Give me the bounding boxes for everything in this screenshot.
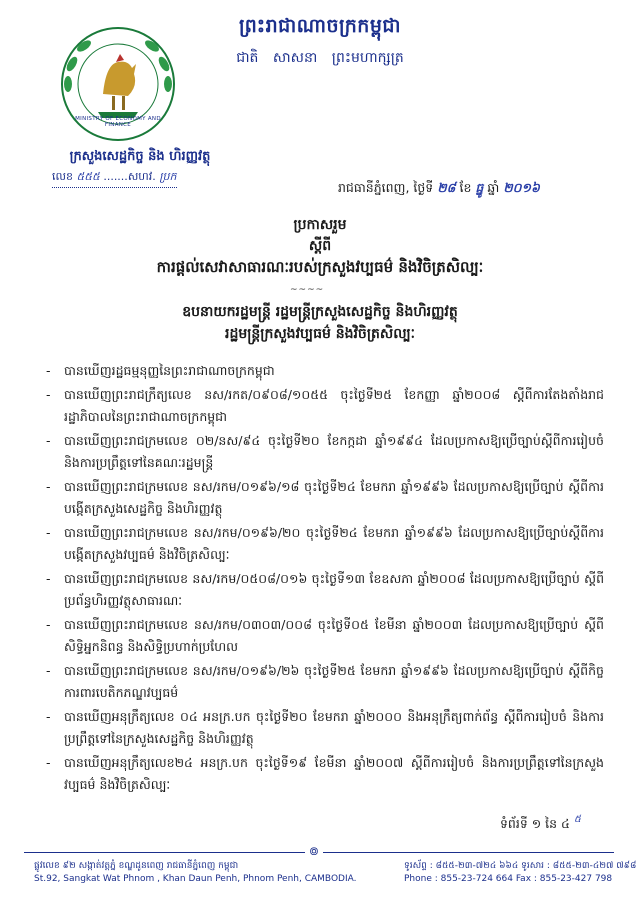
page-handwritten-mark: ៥ [573,814,581,825]
list-item: - បានឃើញព្រះរាជក្រមលេខ ០២/នស/៩៤ ចុះថ្ងៃទី២០ ខែកក្កដា ឆ្នាំ១៩៩៤ ដែលប្រកាសឱ្យប្រើច្បាប់ស្តីពីការរៀបចំ និងការប្រព្រឹត្តទៅនៃគណៈរដ្ឋមន្ត្រី [46,433,604,470]
document-type: ប្រកាសរួម [293,217,347,233]
date-month-label: ខែ [459,180,472,195]
ref-prefix: លេខ [52,170,73,183]
list-item: - បានឃើញព្រះរាជក្រឹត្យលេខ នស/រកត/០៩០៨/១០៥៥ ចុះថ្ងៃទី២៥ ខែកញ្ញា ឆ្នាំ២០០៨ ស្តីពីការតែងតាំងរាជរដ្ឋាភិបាលនៃព្រះរាជាណាចក្រកម្ពុជា [46,387,604,424]
kingdom-title: ព្រះរាជាណាចក្រកម្ពុជា [239,15,401,37]
address-khmer: ផ្លូវលេខ ៩២ សង្កាត់វត្តភ្នំ ខណ្ឌដូនពេញ រាជធានីភ្នំពេញ កម្ពុជា [34,861,239,871]
date-line [338,180,540,199]
reference-number: លេខ ៥៥៥ .......សហវ. ប្រក [52,170,177,188]
phone-khmer: ទូរស័ព្ទ : ៨៥៥-២៣-៧២៤ ៦៦៤ ទូរសារ : ៨៥៥-២៣-៤២៧ ៧៩៨ [404,861,637,871]
title-divider: ~~~~ [290,285,325,295]
national-motto: ជាតិ សាសនា ព្រះមហាក្សត្រ [236,50,404,66]
address-english: St.92, Sangkat Wat Phnom , Khan Daun Penh, Phnom Penh, CAMBODIA. [34,874,357,884]
list-item: - បានឃើញព្រះរាជក្រមលេខ នស/រកម/០១៩៦/២០ ចុះថ្ងៃទី២៤ ខែមករា ឆ្នាំ១៩៩៦ ដែលប្រកាសឱ្យប្រើច្បាប់ស្តីពីការបង្កើតក្រសួងវប្បធម៌ និងវិចិត្រសិល្បៈ [46,525,604,562]
page-label: ទំព័រទី ១ នៃ ៤ [500,816,570,831]
footer-contact [404,860,636,886]
list-item: - បានឃើញរដ្ឋធម្មនុញ្ញនៃព្រះរាជាណាចក្រកម្ពុជា [46,363,275,378]
date-year: ២០១៦ [503,180,540,195]
date-prefix: រាជធានីភ្នំពេញ, ថ្ងៃទី [338,180,434,195]
logo-caption: MINISTRY OF ECONOMY AND FINANCE [75,116,161,128]
issuer-line-2: រដ្ឋមន្ត្រីក្រសួងវប្បធម៌ និងវិចិត្រសិល្បៈ [225,326,415,342]
phone-english: Phone : 855-23-724 664 Fax : 855-23-427 798 [404,874,613,884]
ref-suffix: សហវ. [127,170,156,183]
issuer-line-1: ឧបនាយករដ្ឋមន្ត្រី រដ្ឋមន្ត្រីក្រសួងសេដ្ឋកិច្ច និងហិរញ្ញវត្ថុ [182,304,458,320]
list-item: - បានឃើញព្រះរាជក្រមលេខ នស/រកម/០៣០៣/០០៨ ចុះថ្ងៃទី០៥ ខែមីនា ឆ្នាំ២០០៣ ដែលប្រកាសឱ្យប្រើច្បាប់ ស្តីពីសិទ្ធិអ្នកនិពន្ធ និងសិទ្ធិប្រហាក់ប្រហែល [46,617,604,654]
date-month: ធ្នូ [475,180,484,195]
list-item: - បានឃើញព្រះរាជក្រមលេខ នស/រកម/០៥០៨/០១៦ ចុះថ្ងៃទី១៣ ខែឧសភា ឆ្នាំ២០០៨ ដែលប្រកាសឱ្យប្រើច្បាប់ ស្តីពីប្រព័ន្ធហិរញ្ញវត្ថុសាធារណៈ [46,571,604,608]
ref-handwritten: ប្រក [159,170,177,183]
ministry-name: ក្រសួងសេដ្ឋកិច្ច និង ហិរញ្ញវត្ថុ [69,149,211,164]
page-number [500,816,581,835]
preamble-list [46,360,604,798]
list-item: - បានឃើញអនុក្រឹត្យលេខ២៤ អនក្រ.បក ចុះថ្ងៃទី១៩ ខែមីនា ឆ្នាំ២០០៧ ស្តីពីការរៀបចំ និងការប្រព្រឹត្តទៅនៃក្រសួងវប្បធម៌ និងវិចិត្រសិល្បៈ [46,755,604,792]
date-year-label: ឆ្នាំ [487,180,500,195]
document-subject: ការផ្តល់សេវាសាធារណៈរបស់ក្រសួងវប្បធម៌ និងវិចិត្រសិល្បៈ [156,258,484,276]
footer-ornament-icon: ៙ [305,843,323,861]
ref-number: ៥៥៥ [76,170,100,183]
kingdom-header [190,14,450,69]
ministry-logo [58,24,178,144]
list-item: - បានឃើញព្រះរាជក្រមលេខ នស/រកម/០១៩៦/២៦ ចុះថ្ងៃទី២៥ ខែមករា ឆ្នាំ១៩៩៦ ដែលប្រកាសឱ្យប្រើច្បាប់ ស្តីពីកិច្ចការពារបេតិកភណ្ឌវប្បធម៌ [46,663,604,700]
list-item: - បានឃើញព្រះរាជក្រមលេខ នស/រកម/០១៩៦/១៨ ចុះថ្ងៃទី២៤ ខែមករា ឆ្នាំ១៩៩៦ ដែលប្រកាសឱ្យប្រើច្បាប់ ស្តីពីការបង្កើតក្រសួងសេដ្ឋកិច្ច និងហិរញ្ញវត្ថុ [46,479,604,516]
list-item: - បានឃើញអនុក្រឹត្យលេខ ០៤ អនក្រ.បក ចុះថ្ងៃទី២០ ខែមករា ឆ្នាំ២០០០ និងអនុក្រឹត្យពាក់ព័ន្ធ ស្តីពីការរៀបចំ និងការប្រព្រឹត្តទៅនៃក្រសួងសេដ្ឋកិច្ច និងហិរញ្ញវត្ថុ [46,709,604,746]
footer-address [34,860,356,886]
about-label: ស្តីពី [308,238,332,254]
date-day: ២៨ [437,180,456,195]
